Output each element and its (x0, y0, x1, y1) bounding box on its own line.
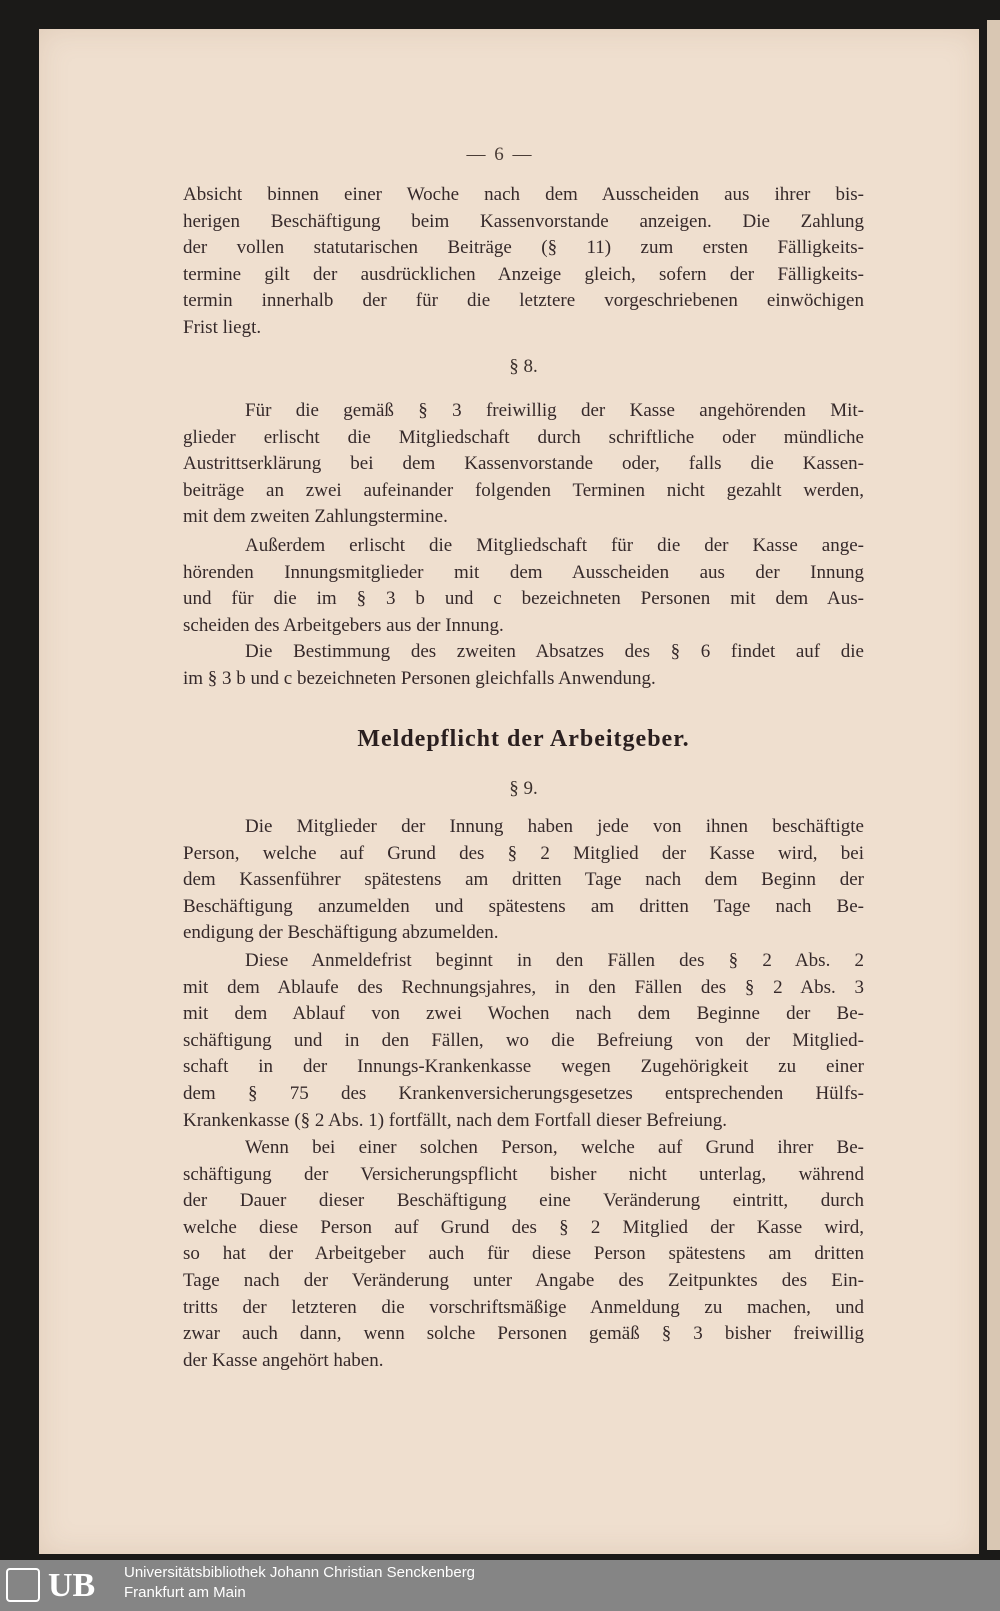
text-line: der Dauer dieser Beschäftigung eine Veränderung eintritt, durch (183, 1190, 864, 1212)
text-line: tritts der letzteren die vorschriftsmäßige Anmeldung zu machen, und (183, 1296, 864, 1318)
text-line: schäftigung der Versicherungspflicht bisher nicht unterlag, während (183, 1163, 864, 1185)
text-line: Beschäftigung anzumelden und spätestens am dritten Tage nach Be- (183, 895, 864, 917)
text-line: der Kasse angehört haben. (183, 1349, 384, 1371)
section-8-heading: § 8. (509, 356, 538, 377)
footer-library-name: Universitätsbibliothek Johann Christian Senckenberg (124, 1564, 476, 1581)
text-line: mit dem Ablaufe des Rechnungsjahres, in den Fällen des § 2 Abs. 3 (183, 976, 864, 998)
section-title: Meldepflicht der Arbeitgeber. (357, 726, 690, 752)
text-line: Absicht binnen einer Woche nach dem Ausscheiden aus ihrer bis- (183, 184, 864, 205)
text-line: hörenden Innungsmitglieder mit dem Ausscheiden aus der Innung (183, 561, 864, 583)
text-line: so hat der Arbeitgeber auch für diese Person spätestens am dritten (183, 1243, 864, 1265)
text-line: termin innerhalb der für die letztere vorgeschriebenen einwöchigen (183, 290, 864, 312)
text-line: Die Mitglieder der Innung haben jede von ihnen beschäftigte (245, 816, 864, 837)
text-line: dem § 75 des Krankenversicherungsgesetzes entsprechenden Hülfs- (183, 1082, 864, 1104)
paragraph-5 (183, 814, 864, 947)
text-line: schaft in der Innungs-Krankenkasse wegen Zugehörigkeit zu einer (183, 1056, 864, 1078)
text-line: mit dem Ablauf von zwei Wochen nach dem Beginne der Be- (183, 1003, 864, 1025)
library-logo (6, 1566, 116, 1606)
text-line: scheiden des Arbeitgebers aus der Innung. (183, 614, 504, 636)
text-line: der vollen statutarischen Beiträge (§ 11) zum ersten Fälligkeits- (183, 237, 864, 259)
paragraph-6 (183, 948, 864, 1134)
text-line: zwar auch dann, wenn solche Personen gemäß § 3 bisher freiwillig (183, 1323, 864, 1345)
text-line: beiträge an zwei aufeinander folgenden Terminen nicht gezahlt werden, (183, 479, 864, 501)
text-line: glieder erlischt die Mitgliedschaft durch schriftliche oder mündliche (183, 426, 864, 448)
logo-text: UB (48, 1567, 96, 1604)
text-line: Wenn bei einer solchen Person, welche auf Grund ihrer Be- (245, 1137, 864, 1158)
text-line: schäftigung und in den Fällen, wo die Befreiung von der Mitglied- (183, 1029, 864, 1051)
seal-icon (6, 1568, 40, 1602)
paragraph-1 (183, 182, 864, 342)
section-9-heading: § 9. (509, 778, 538, 799)
library-footer (0, 1560, 1000, 1611)
page-number: — 6 — (466, 144, 534, 165)
text-line: Austrittserklärung bei dem Kassenvorstande oder, falls die Kassen- (183, 453, 864, 475)
paragraph-2 (183, 398, 864, 531)
adjacent-page-edge (987, 20, 1000, 1550)
text-line: Die Bestimmung des zweiten Absatzes des § 6 findet auf die (245, 641, 864, 662)
text-line: herigen Beschäftigung beim Kassenvorstande anzeigen. Die Zahlung (183, 210, 864, 232)
text-line: Person, welche auf Grund des § 2 Mitglied der Kasse wird, bei (183, 842, 864, 864)
paragraph-7 (183, 1135, 864, 1374)
text-line: dem Kassenführer spätestens am dritten Tage nach dem Beginn der (183, 869, 864, 891)
text-line: Krankenkasse (§ 2 Abs. 1) fortfällt, nach dem Fortfall dieser Befreiung. (183, 1109, 727, 1131)
text-line: mit dem zweiten Zahlungstermine. (183, 506, 448, 528)
text-line: Für die gemäß § 3 freiwillig der Kasse angehörenden Mit- (245, 400, 864, 421)
text-line: und für die im § 3 b und c bezeichneten Personen mit dem Aus- (183, 588, 864, 610)
paragraph-3 (183, 533, 864, 639)
text-line: Frist liegt. (183, 316, 262, 338)
footer-city: Frankfurt am Main (124, 1584, 246, 1601)
text-line: welche diese Person auf Grund des § 2 Mitglied der Kasse wird, (183, 1216, 864, 1238)
text-line: im § 3 b und c bezeichneten Personen gleichfalls Anwendung. (183, 667, 656, 689)
paragraph-4 (183, 639, 864, 692)
text-line: Diese Anmeldefrist beginnt in den Fällen des § 2 Abs. 2 (245, 950, 864, 971)
text-line: endigung der Beschäftigung abzumelden. (183, 922, 499, 944)
text-line: Tage nach der Veränderung unter Angabe des Zeitpunktes des Ein- (183, 1269, 864, 1291)
text-line: termine gilt der ausdrücklichen Anzeige gleich, sofern der Fälligkeits- (183, 263, 864, 285)
text-line: Außerdem erlischt die Mitgliedschaft für die der Kasse ange- (245, 535, 864, 556)
